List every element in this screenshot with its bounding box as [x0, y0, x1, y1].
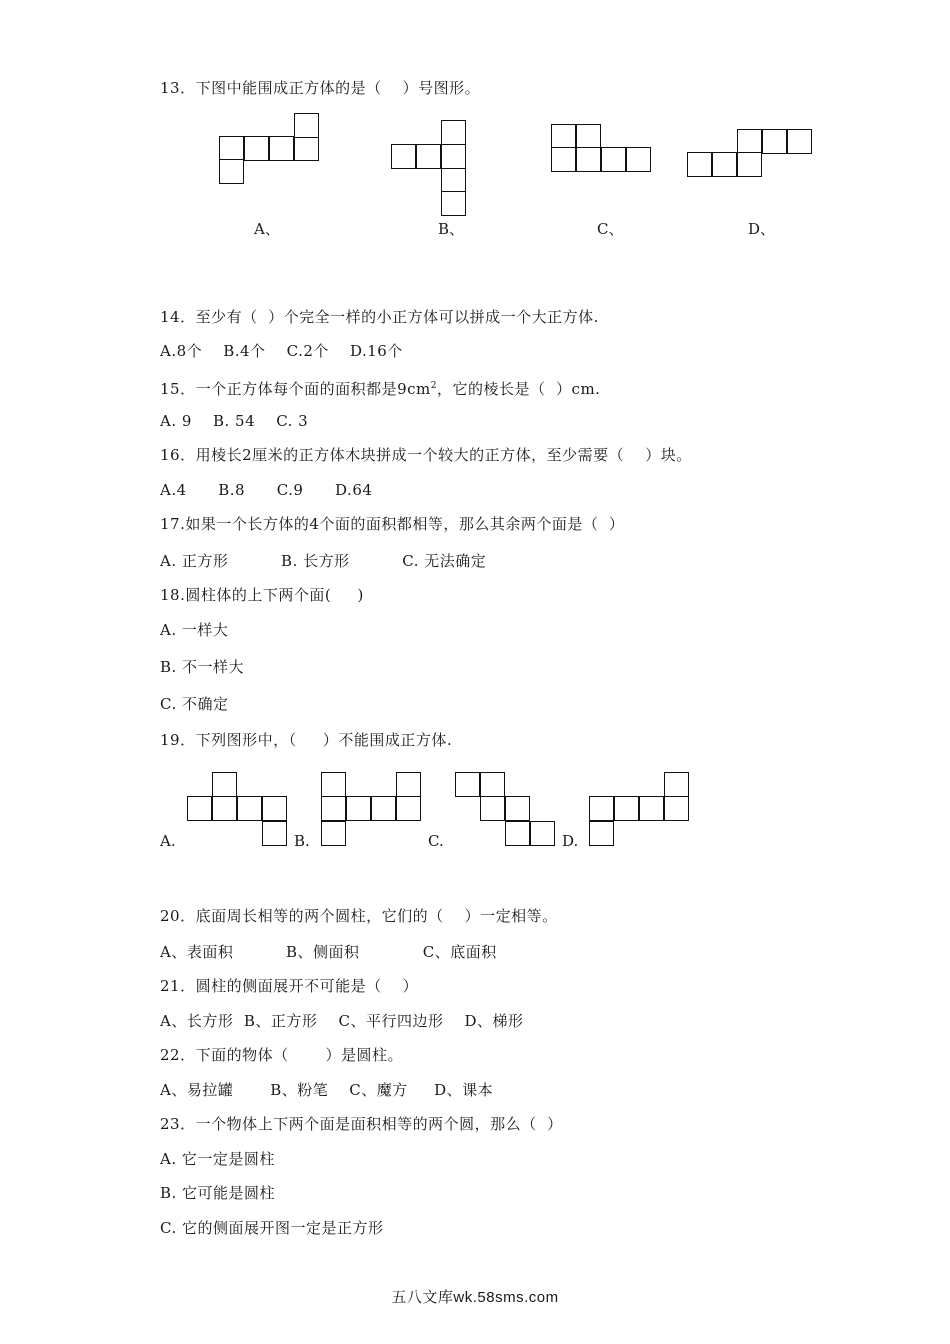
q19-label-b: B.	[294, 832, 310, 850]
q18-text: 18.圆柱体的上下两个面( )	[160, 586, 364, 604]
q23-option-a: A. 它一定是圆柱	[160, 1150, 275, 1168]
q18-option-a: A. 一样大	[160, 621, 229, 639]
q18-option-c: C. 不确定	[160, 695, 229, 713]
q15-options: A. 9 B. 54 C. 3	[160, 412, 309, 430]
q22-text: 22．下面的物体（ ）是圆柱。	[160, 1046, 403, 1064]
q16-text: 16．用棱长2厘米的正方体木块拼成一个较大的正方体，至少需要（ ）块。	[160, 446, 692, 464]
q15-text-after: ，它的棱长是（ ）cm.	[437, 380, 601, 398]
q16-options: A.4 B.8 C.9 D.64	[160, 481, 373, 499]
q21-options: A、长方形 B、正方形 C、平行四边形 D、梯形	[160, 1012, 524, 1030]
q13-label-a: A、	[254, 220, 280, 238]
footer-watermark: 五八文库wk.58sms.com	[391, 1289, 559, 1306]
q18-option-b: B. 不一样大	[160, 658, 245, 676]
q13-label-d: D、	[748, 220, 776, 238]
q14-options: A.8个 B.4个 C.2个 D.16个	[160, 342, 403, 360]
q15-text-before: 15．一个正方体每个面的面积都是9cm	[160, 380, 431, 398]
q19-label-a: A.	[160, 832, 176, 850]
q17-options: A. 正方形 B. 长方形 C. 无法确定	[160, 552, 487, 570]
q23-option-c: C. 它的侧面展开图一定是正方形	[160, 1219, 384, 1237]
q19-label-c: C.	[428, 832, 444, 850]
q17-text: 17.如果一个长方体的4个面的面积都相等，那么其余两个面是（ ）	[160, 515, 625, 533]
q23-text: 23．一个物体上下两个面是面积相等的两个圆，那么（ ）	[160, 1115, 563, 1133]
q15-text	[160, 376, 600, 399]
q13-label-b: B、	[438, 220, 465, 238]
q23-option-b: B. 它可能是圆柱	[160, 1184, 276, 1202]
q14-text: 14．至少有（ ）个完全一样的小正方体可以拼成一个大正方体.	[160, 308, 599, 326]
q19-text: 19．下列图形中，（ ）不能围成正方体.	[160, 731, 453, 749]
q21-text: 21．圆柱的侧面展开不可能是（ ）	[160, 977, 419, 995]
q20-text: 20．底面周长相等的两个圆柱，它们的（ ）一定相等。	[160, 907, 558, 925]
q19-label-d: D.	[562, 832, 579, 850]
q15-sup: 2	[430, 381, 437, 391]
q13-label-c: C、	[597, 220, 624, 238]
q22-options: A、易拉罐 B、粉笔 C、魔方 D、课本	[160, 1081, 494, 1099]
q20-options: A、表面积 B、侧面积 C、底面积	[160, 943, 497, 961]
q13-text: 13．下图中能围成正方体的是（ ）号图形。	[160, 79, 481, 97]
